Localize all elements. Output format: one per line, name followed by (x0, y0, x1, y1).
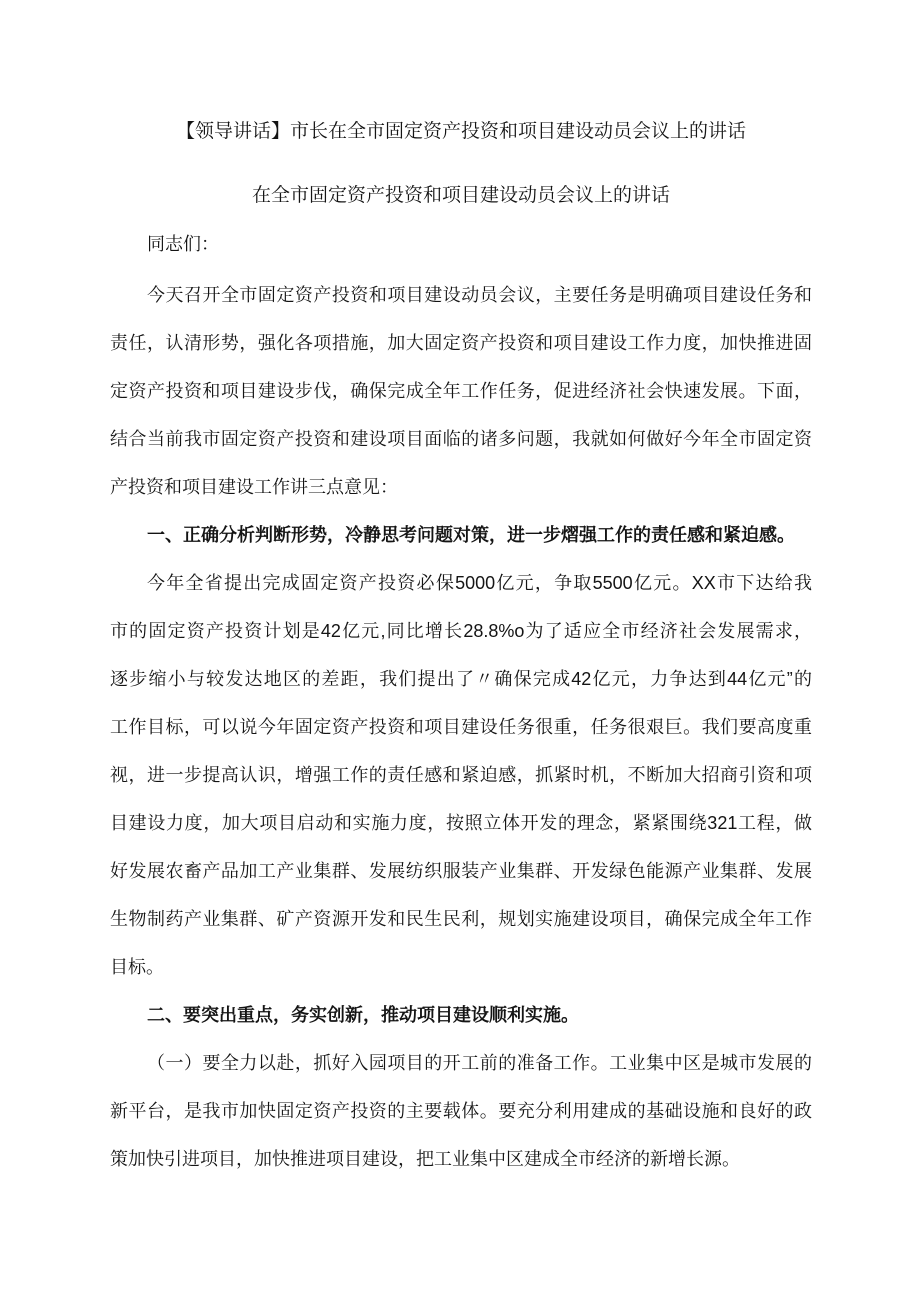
intro-line: 产投资和项目建设工作讲三点意见： (110, 477, 398, 497)
document-title: 【领导讲话】市长在全市固定资产投资和项目建设动员会议上的讲话 (175, 121, 746, 142)
section-2-item-1-line: 策加快引进项目，加快推进项目建设，把工业集中区建成全市经济的新增长源。 (110, 1149, 740, 1169)
section-2-item-1-paragraph (110, 1039, 812, 1183)
intro-line: 今天召开全市固定资产投资和项目建设动员会议，主要任务是明确项目建设任务和 (147, 285, 812, 305)
document-body (110, 108, 812, 1183)
section-1-line: 生物制药产业集群、矿产资源开发和民生民利，规划实施建设项目，确保完成全年工作 (110, 909, 812, 929)
section-2-heading: 二、要突出重点，务实创新，推动项目建设顺利实施。 (147, 1005, 579, 1025)
intro-line: 定资产投资和项目建设步伐，确保完成全年工作任务，促进经济社会快速发展。下面， (110, 381, 812, 401)
section-1-line: 目标。 (110, 957, 164, 977)
salutation: 同志们： (147, 234, 219, 254)
section-2-item-1-line: （一）要全力以赴，抓好入园项目的开工前的准备工作。工业集中区是城市发展的 (147, 1053, 812, 1073)
intro-line: 责任，认清形势，强化各项措施，加大固定资产投资和项目建设工作力度，加快推进固 (110, 333, 812, 353)
section-2-item-1-line: 新平台，是我市加快固定资产投资的主要载体。要充分利用建成的基础设施和良好的政 (110, 1101, 812, 1121)
intro-paragraph (110, 271, 812, 511)
section-1-line: 好发展农畜产品加工产业集群、发展纺织服装产业集群、开发绿色能源产业集群、发展 (110, 861, 812, 881)
section-1-line: 今年全省提出完成固定资产投资必保5000亿元，争取5500亿元。XX市下达给我 (147, 573, 812, 593)
intro-line: 结合当前我市固定资产投资和建设项目面临的诸多问题，我就如何做好今年全市固定资 (110, 429, 812, 449)
section-1-line: 工作目标，可以说今年固定资产投资和项目建设任务很重，任务很艰巨。我们要高度重 (110, 717, 812, 737)
section-1-line: 目建设力度，加大项目启动和实施力度，按照立体开发的理念，紧紧围绕321工程，做 (110, 813, 812, 833)
section-1-heading: 一、正确分析判断形势，冷静思考问题对策，进一步熠强工作的责任感和紧迫感。 (147, 525, 795, 545)
section-1-line: 逐步缩小与较发达地区的差距，我们提出了〃确保完成42亿元，力争达到44亿元”的 (110, 669, 812, 689)
section-1-line: 市的固定资产投资计划是42亿元,同比增长28.8%o为了适应全市经济社会发展需求， (110, 621, 812, 641)
speech-title: 在全市固定资产投资和项目建设动员会议上的讲话 (251, 185, 670, 206)
section-1-paragraph (110, 559, 812, 991)
section-1-line: 视，进一步提高认识，增强工作的责任感和紧迫感，抓紧时机，不断加大招商引资和项 (110, 765, 812, 785)
